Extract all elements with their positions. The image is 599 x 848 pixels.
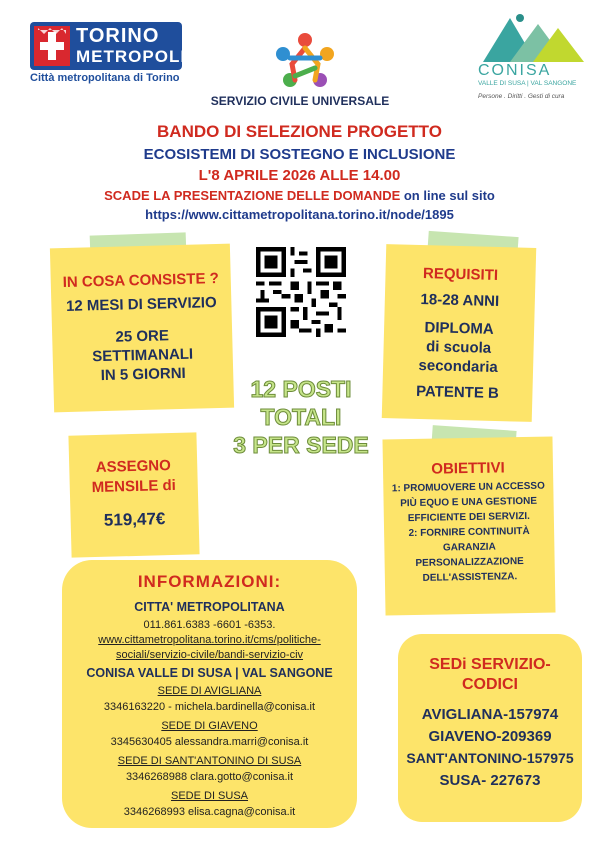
deadline-note-tail: on line sul sito <box>400 188 495 203</box>
torino-caption: Città metropolitana di Torino <box>30 72 180 84</box>
torino-title: TORINO <box>76 25 160 47</box>
consiste-hours: 25 ORE <box>115 327 170 346</box>
note-consiste <box>50 244 234 413</box>
assegno-line2: MENSILE di <box>91 476 177 497</box>
requisiti-license: PATENTE B <box>415 382 500 403</box>
info-sede-contact: 3346268993 elisa.cagna@conisa.it <box>123 806 296 818</box>
torino-subtitle: METROPOLI <box>76 47 187 66</box>
info-sede-contact: 3345630405 alessandra.marri@conisa.it <box>110 736 309 748</box>
deadline-date: L'8 APRILE 2026 ALLE 14.00 <box>198 167 401 184</box>
info-citta-link-cont[interactable]: sociali/servizio-civile/bandi-servizio-civ <box>115 649 304 661</box>
assegno-line1: ASSEGNO <box>95 457 171 476</box>
obiettivi-line: PIÙ EQUO E UNA GESTIONE <box>400 495 538 510</box>
info-citta-heading: CITTA' METROPOLITANA <box>134 600 285 614</box>
sede-code: GIAVENO-209369 <box>428 728 552 745</box>
posti-per-sede: 3 PER SEDE <box>233 432 369 458</box>
info-citta-phone: 011.861.6383 -6601 -6353. <box>143 619 276 631</box>
obiettivi-line: 1: PROMUOVERE UN ACCESSO <box>391 480 545 495</box>
application-url[interactable]: https://www.cittametropolitana.torino.it/node/1895 <box>145 207 454 222</box>
conisa-logo-icon <box>478 12 588 102</box>
consiste-days: IN 5 GIORNI <box>100 364 186 385</box>
requisiti-diploma-level: secondaria <box>418 356 498 377</box>
info-sede-name[interactable]: SEDE DI SANT'ANTONINO DI SUSA <box>117 755 302 767</box>
sedi-title: SEDi SERVIZIO- <box>429 656 551 673</box>
posti-totali: 12 POSTI <box>250 376 352 402</box>
requisiti-title: REQUISITI <box>422 265 499 284</box>
obiettivi-line: PERSONALIZZAZIONE <box>415 556 524 569</box>
info-title: INFORMAZIONI: <box>137 572 282 591</box>
assegno-amount: 519,47€ <box>103 509 166 530</box>
consiste-title: IN COSA CONSISTE ? <box>62 269 220 292</box>
conisa-tagline: Persone . Diritti . Gesti di cura <box>478 93 565 100</box>
info-sede-name[interactable]: SEDE DI SUSA <box>170 790 249 802</box>
info-sede-contact: 3346163220 - michela.bardinella@conisa.it <box>103 701 316 713</box>
obiettivi-title: OBIETTIVI <box>431 459 505 478</box>
obiettivi-line: EFFICIENTE DEI SERVIZI. <box>407 510 530 525</box>
note-requisiti <box>382 244 537 422</box>
obiettivi-line: GARANZIA <box>442 541 496 554</box>
qr-code-icon[interactable] <box>256 247 346 337</box>
sede-code: AVIGLIANA-157974 <box>421 706 559 723</box>
deadline-note-main: SCADE LA PRESENTAZIONE DELLE DOMANDE <box>104 188 401 203</box>
note-assegno <box>68 432 199 557</box>
sede-code: SUSA- 227673 <box>439 772 541 789</box>
info-panel <box>62 560 357 828</box>
conisa-subtitle: VALLE DI SUSA | VAL SANGONE <box>478 80 577 87</box>
servizio-civile-logo-icon <box>270 28 340 90</box>
info-conisa-heading: CONISA VALLE DI SUSA | VAL SANGONE <box>86 666 333 680</box>
servizio-civile-caption: SERVIZIO CIVILE UNIVERSALE <box>210 94 390 108</box>
torino-shield-icon <box>34 26 70 66</box>
consiste-weekly: SETTIMANALI <box>92 345 194 366</box>
requisiti-diploma: DIPLOMA <box>424 319 494 338</box>
sede-code: SANT'ANTONINO-157975 <box>406 750 574 766</box>
note-obiettivi <box>382 437 555 616</box>
obiettivi-line: 2: FORNIRE CONTINUITÀ <box>408 525 530 540</box>
torino-logo <box>30 22 187 70</box>
sedi-title-cont: CODICI <box>462 676 518 693</box>
deadline-note <box>0 188 599 203</box>
info-sede-name[interactable]: SEDE DI AVIGLIANA <box>157 685 262 697</box>
info-sede-name[interactable]: SEDE DI GIAVENO <box>161 720 258 732</box>
obiettivi-line: DELL'ASSISTENZA. <box>422 571 518 584</box>
info-citta-link[interactable]: www.cittametropolitana.torino.it/cms/politiche- <box>98 634 321 646</box>
bando-title: BANDO DI SELEZIONE PROGETTO <box>157 122 442 141</box>
info-sede-contact: 3346268988 clara.gotto@conisa.it <box>125 771 294 783</box>
conisa-name: CONISA <box>478 62 552 79</box>
project-name: ECOSISTEMI DI SOSTEGNO E INCLUSIONE <box>143 146 456 163</box>
requisiti-diploma-school: di scuola <box>425 338 492 357</box>
posti-totali-label: TOTALI <box>260 404 342 430</box>
requisiti-age: 18-28 ANNI <box>420 290 500 311</box>
consiste-months: 12 MESI DI SERVIZIO <box>65 294 217 315</box>
sedi-codici-panel <box>398 634 582 822</box>
